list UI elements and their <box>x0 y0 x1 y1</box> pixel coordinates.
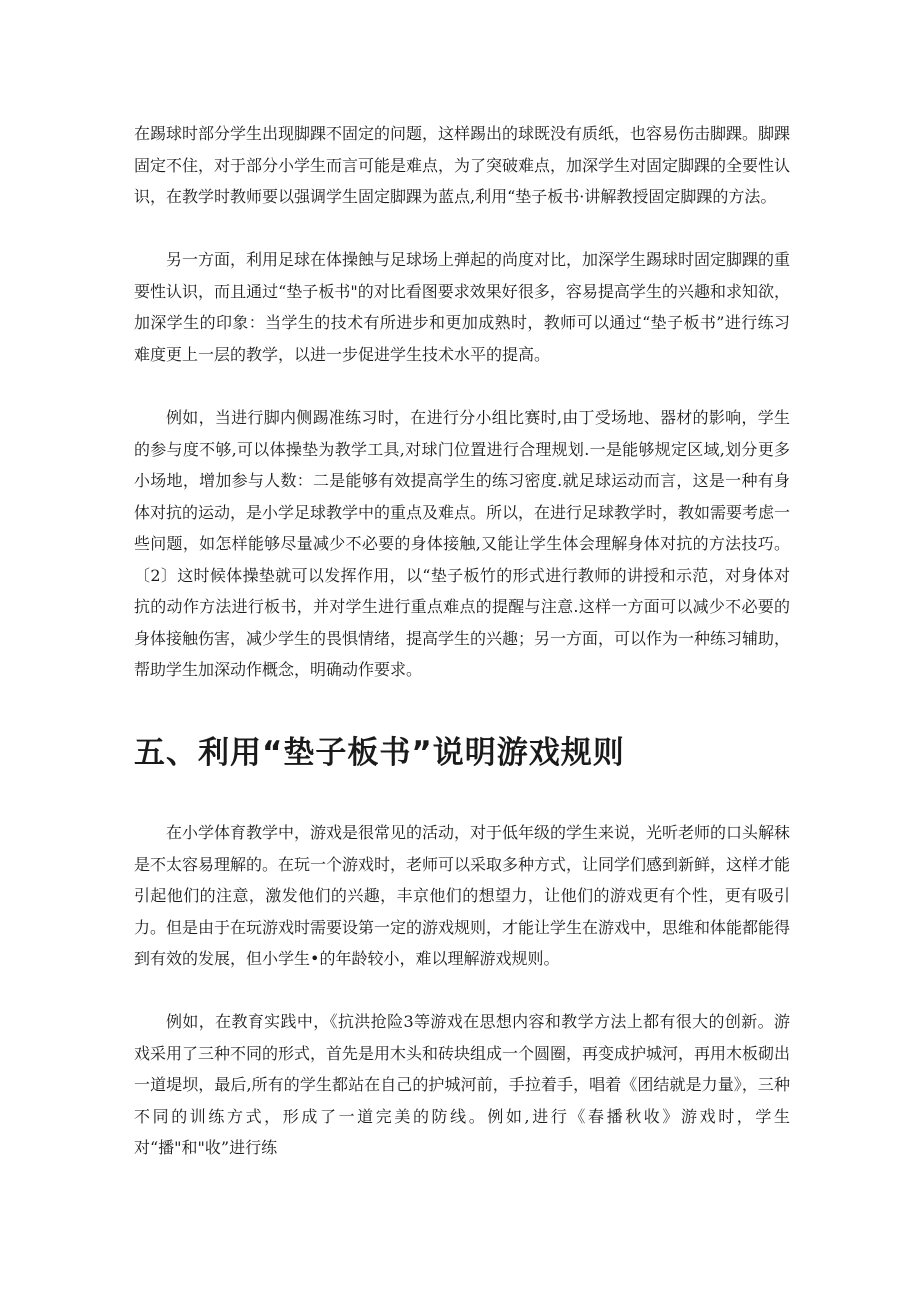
paragraph-ankle-fixing: 在踢球时部分学生出现脚踝不固定的问题，这样踢出的球既没有质纸，也容易伤击脚踝。脚踝固定不住，对于部分小学生而言可能是难点，为了突破难点，加深学生对固定脚踝的全要性认识，在教学时教师要以强调学生固定脚踝为蓝点,利用“垫子板书·讲解教授固定脚踝的方法。 <box>134 124 791 206</box>
paragraph-rebound-comparison: 另一方面，利用足球在体操蝕与足球场上弹起的尚度对比，加深学生踢球时固定脚踝的重要性认识，而且通过“垫子板书"的对比看图要求效果好很多，容易提高学生的兴趣和求知欲，加深学生的印象：当学生的技术有所进步和更加成熟时，教师可以通过“垫子板书”进行练习难度更上一层的教学，以进一步促进学生技术水平的提高。 <box>134 250 791 364</box>
paragraph-inside-foot-practice: 例如，当进行脚内侧踢准练习时，在进行分小组比赛时,由丁受场地、器材的影响，学生的参与度不够,可以体操垫为教学工具,对球门位置进行合理规划.一是能够规定区域,划分更多小场地，增加参与人数：二是能够有效提高学生的练习密度.就足球运动而言，这是一种有身体对抗的运动，是小学足球教学中的重点及难点。所以，在进行足球教学时，教如需要考虑一些问题，如怎样能够尽量减少不必要的身体接触,又能让学生体会理解身体对抗的方法技巧。〔2〕这时候体操垫就可以发挥作用，以“垫子板竹的形式进行教师的讲授和示范，对身体对抗的动作方法进行板书，并对学生进行重点难点的提醒与注意.这样一方面可以减少不必要的身体接触伤害，减少学生的畏惧情绪，提高学生的兴趣；另一方面，可以作为一种练习辅助，帮助学生加深动作概念，明确动作要求。 <box>134 408 791 679</box>
paragraph-game-rules: 在小学体育教学中，游戏是很常见的活动，对于低年级的学生来说，光听老师的口头解秣是不太容易理解的。在玩一个游戏时，老师可以采取多种方式，让同学们感到新鲜，这样才能引起他们的注意，激发他们的兴趣，丰京他们的想望力，让他们的游戏更有个性，更有吸引力。但是由于在玩游戏时需要设第一定的游戏规则，才能让学生在游戏中，思维和体能都能得到有效的发展，但小学生•的年龄较小，难以理解游戏规则。 <box>134 823 791 968</box>
paragraph-game-example: 例如，在教育实践中，《抗洪抢险3等游戏在思想内容和教学方法上都有很大的创新。游戏采用了三种不同的形式，首先是用木头和砖块组成一个圆圈，再变成护城河，再用木板砌出一道堤坝，最后,所有的学生都站在自己的护城河前，手拉着手，唱着《团结就是力量》，三种不同的训练方式，形成了一道完美的防线。例如,进行《春播秋收》游戏时，学生对“播"和"收”进行练 <box>134 1012 791 1157</box>
section-heading: 五、利用“垫子板书”说明游戏规则 <box>134 735 625 771</box>
